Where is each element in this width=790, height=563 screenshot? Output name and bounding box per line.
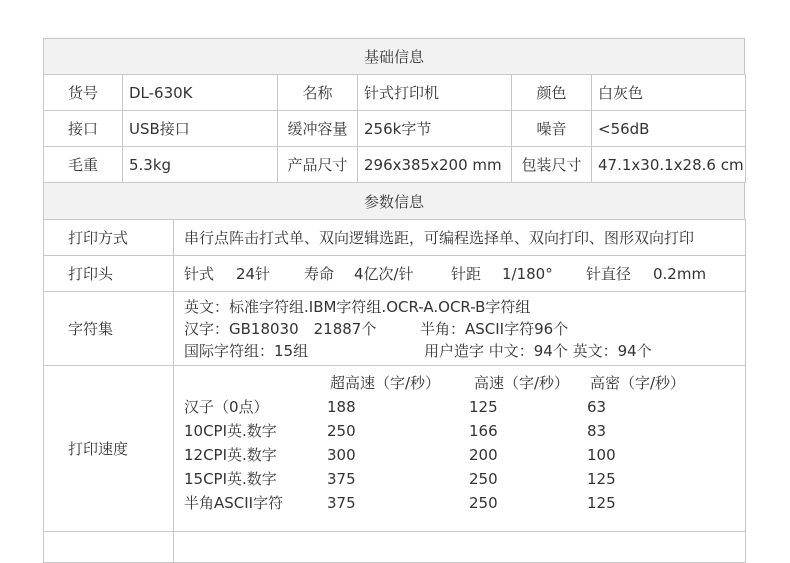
charset-value (174, 292, 746, 366)
label-cell: 货号 (44, 75, 123, 111)
basic-info-table (43, 74, 746, 183)
label-cell: 产品尺寸 (278, 147, 358, 183)
charset-line-halfwidth: 半角：ASCII字符96个 (420, 319, 569, 338)
speed-row (184, 443, 745, 467)
head-diameter-label: 针直径 (586, 264, 632, 283)
table-row (44, 292, 746, 366)
head-diameter-value: 0.2mm (653, 264, 707, 283)
speed-high-value: 125 (469, 398, 498, 416)
head-label: 打印头 (44, 256, 174, 292)
speed-row-label: 半角ASCII字符 (184, 494, 284, 512)
spec-sheet (43, 38, 745, 563)
speed-row-label: 汉子（0点） (184, 398, 269, 416)
charset-line-chinese: 汉字：GB18030 21887个 (184, 319, 377, 338)
speed-high-value: 166 (469, 422, 498, 440)
value-cell: <56dB (592, 111, 746, 147)
label-cell: 包装尺寸 (512, 147, 592, 183)
basic-info-title: 基础信息 (363, 48, 424, 66)
label-cell: 名称 (278, 75, 358, 111)
basic-info-header (43, 38, 745, 74)
head-value (174, 256, 746, 292)
speed-header-high: 高速（字/秒） (474, 374, 570, 392)
table-row (44, 147, 746, 183)
charset-label: 字符集 (44, 292, 174, 366)
value-cell: 针式打印机 (358, 75, 512, 111)
value-cell: 白灰色 (592, 75, 746, 111)
speed-high-value: 200 (469, 446, 498, 464)
charset-line-english: 英文：标准字符组.IBM字符组.OCR-A.OCR-B字符组 (184, 297, 531, 316)
speed-header-dense: 高密（字/秒） (590, 374, 686, 392)
speed-high-value: 250 (469, 470, 498, 488)
speed-row (184, 467, 745, 491)
speed-high-value: 250 (469, 494, 498, 512)
table-row (44, 256, 746, 292)
speed-value (174, 366, 746, 532)
label-cell: 缓冲容量 (278, 111, 358, 147)
method-label: 打印方式 (44, 220, 174, 256)
param-info-header (43, 183, 745, 219)
head-life-label: 寿命 (304, 264, 335, 283)
speed-ultra-value: 375 (327, 470, 356, 488)
speed-row (184, 395, 745, 419)
speed-ultra-value: 300 (327, 446, 356, 464)
value-cell: 256k字节 (358, 111, 512, 147)
label-cell: 接口 (44, 111, 123, 147)
head-type-label: 针式 (184, 264, 215, 283)
head-life-value: 4亿次/针 (354, 264, 414, 283)
table-row (44, 75, 746, 111)
speed-ultra-value: 250 (327, 422, 356, 440)
head-pitch-value: 1/180° (502, 264, 553, 283)
speed-row-label: 10CPI英.数字 (184, 422, 277, 440)
method-value: 串行点阵击打式单、双向逻辑选距，可编程选择单、双向打印、图形双向打印 (174, 220, 746, 256)
speed-row-label: 15CPI英.数字 (184, 470, 277, 488)
head-type-value: 24针 (236, 264, 271, 283)
label-cell: 毛重 (44, 147, 123, 183)
speed-ultra-value: 188 (327, 398, 356, 416)
speed-ultra-value: 375 (327, 494, 356, 512)
value-cell: 296x385x200 mm (358, 147, 512, 183)
value-cell: 47.1x30.1x28.6 cm (592, 147, 746, 183)
speed-dense-value: 125 (587, 494, 616, 512)
speed-dense-value: 100 (587, 446, 616, 464)
table-row (44, 111, 746, 147)
label-cell: 噪音 (512, 111, 592, 147)
charset-line-international: 国际字符组：15组 (184, 341, 309, 360)
value-cell: DL-630K (123, 75, 278, 111)
next-row-value (174, 532, 746, 563)
speed-row-label: 12CPI英.数字 (184, 446, 277, 464)
table-row (44, 366, 746, 532)
table-row (44, 532, 746, 563)
speed-row (184, 419, 745, 443)
charset-line-userdefined: 用户造字 中文：94个 英文：94个 (424, 341, 652, 360)
param-info-title: 参数信息 (363, 192, 424, 211)
param-info-table (43, 219, 746, 563)
speed-dense-value: 125 (587, 470, 616, 488)
value-cell: USB接口 (123, 111, 278, 147)
speed-dense-value: 83 (587, 422, 607, 440)
speed-row (184, 491, 745, 515)
speed-label: 打印速度 (44, 366, 174, 532)
speed-dense-value: 63 (587, 398, 607, 416)
label-cell: 颜色 (512, 75, 592, 111)
next-row-label (44, 532, 174, 563)
head-pitch-label: 针距 (451, 264, 482, 283)
value-cell: 5.3kg (123, 147, 278, 183)
speed-header-ultra: 超高速（字/秒） (330, 374, 441, 392)
table-row (44, 220, 746, 256)
